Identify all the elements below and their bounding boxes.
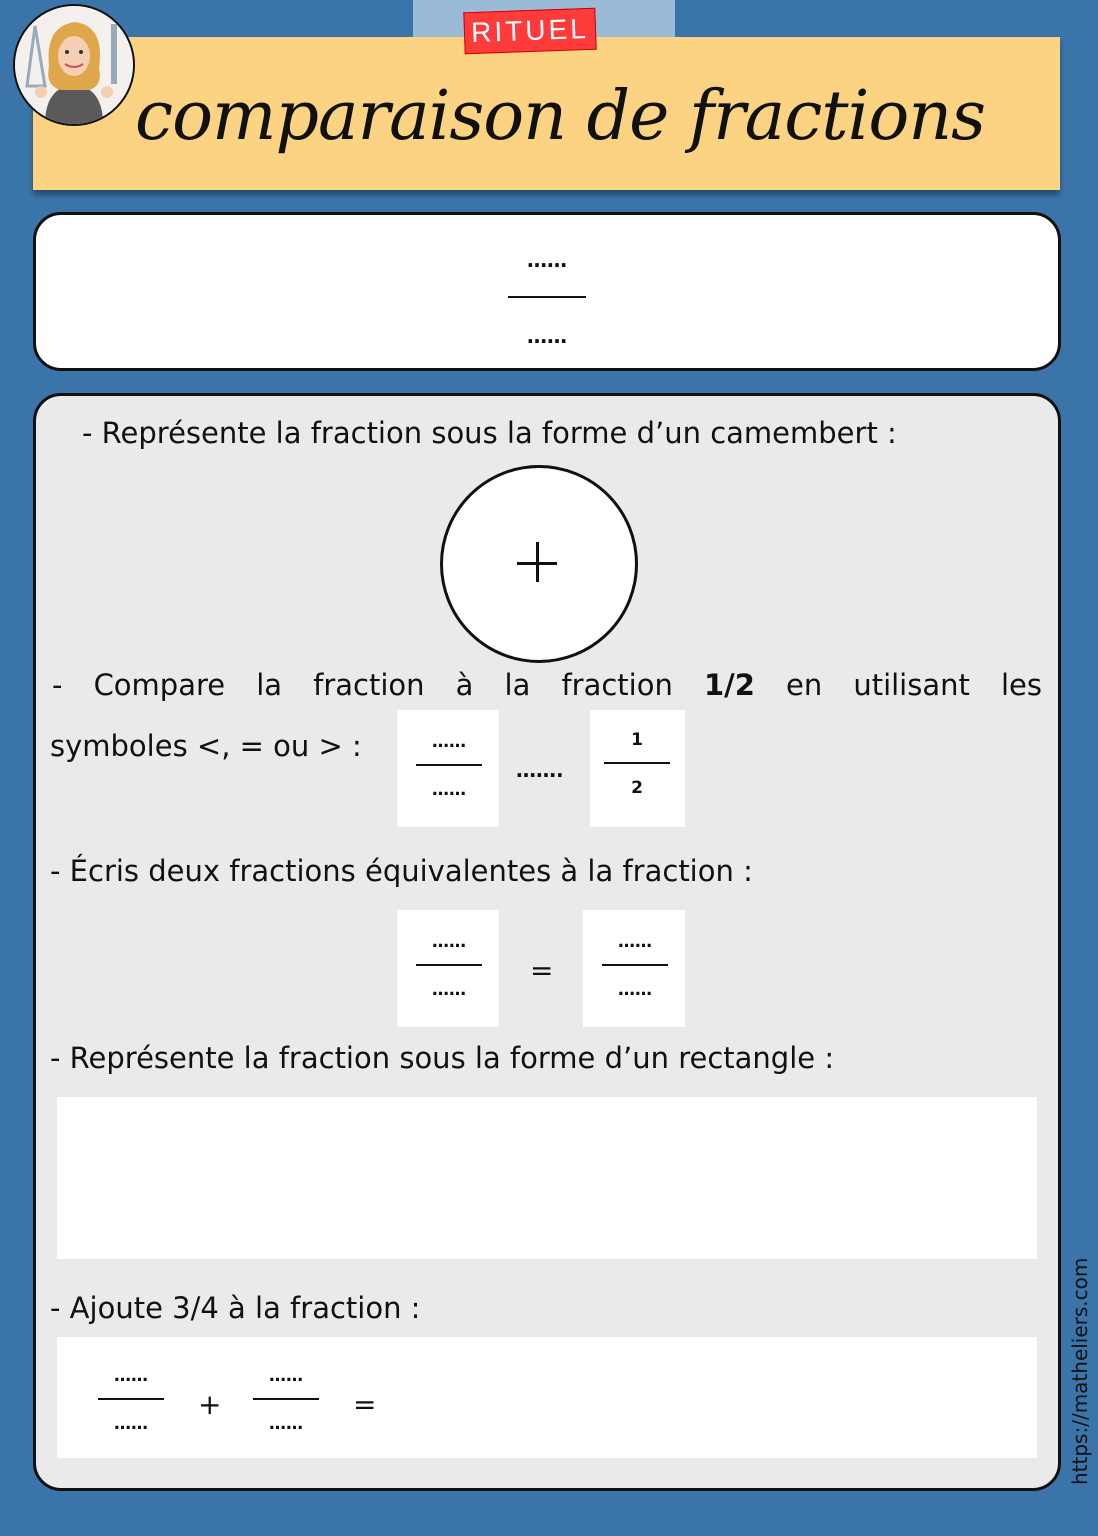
page-title: comparaison de fractions: [135, 77, 986, 156]
word: fraction: [313, 668, 425, 702]
fraction-denominator[interactable]: ……: [269, 1414, 303, 1434]
author-illustration-icon: [15, 6, 133, 124]
fraction-denominator[interactable]: ……: [618, 980, 652, 1000]
task-add-instruction: - Ajoute 3/4 à la fraction :: [50, 1291, 421, 1325]
fraction-numerator[interactable]: ……: [432, 732, 466, 752]
word: à: [455, 668, 474, 702]
rectangle-drawing-area[interactable]: [57, 1097, 1037, 1259]
fraction-denominator[interactable]: ……: [432, 780, 466, 800]
fraction-denominator: 2: [631, 778, 643, 798]
top-fraction-numerator[interactable]: ……: [527, 248, 567, 272]
word: Compare: [93, 668, 226, 702]
fraction-bar: [98, 1398, 164, 1400]
fraction-bar: [253, 1398, 319, 1400]
equivalent-right-fraction: [602, 930, 668, 1006]
addition-left-fraction: [98, 1364, 164, 1440]
fraction-bar: [416, 764, 482, 766]
equivalent-left-fraction: [416, 930, 482, 1006]
fraction-numerator: 1: [631, 730, 643, 750]
fraction-bar: [602, 964, 668, 966]
task-camembert-instruction: - Représente la fraction sous la forme d’un camembert :: [82, 416, 897, 450]
fraction-numerator[interactable]: ……: [618, 932, 652, 952]
plus-sign: +: [198, 1388, 222, 1421]
task-compare-instruction-line2: symboles <, = ou > :: [50, 729, 362, 763]
fraction-bar: [508, 296, 586, 298]
fraction-numerator[interactable]: ……: [114, 1366, 148, 1386]
word: la: [504, 668, 531, 702]
task-equivalent-instruction: - Écris deux fractions équivalentes à la fraction :: [50, 854, 753, 888]
top-fraction: [508, 245, 586, 355]
fraction-numerator[interactable]: ……: [432, 932, 466, 952]
word: en: [785, 668, 823, 702]
compare-left-fraction: [416, 730, 482, 806]
center-cross-icon-vertical: [536, 542, 539, 582]
equals-sign: =: [530, 954, 554, 987]
equals-sign: =: [353, 1388, 377, 1421]
word: la: [256, 668, 283, 702]
word: 1/2: [703, 668, 755, 702]
fraction-denominator[interactable]: ……: [432, 980, 466, 1000]
fraction-bar: [416, 964, 482, 966]
task-rectangle-instruction: - Représente la fraction sous la forme d’un rectangle :: [50, 1041, 835, 1075]
word: -: [52, 668, 63, 702]
compare-right-fraction: [604, 728, 670, 804]
fraction-numerator[interactable]: ……: [269, 1366, 303, 1386]
top-fraction-denominator[interactable]: ……: [527, 324, 567, 348]
addition-right-fraction: [253, 1364, 319, 1440]
fraction-denominator[interactable]: ……: [114, 1414, 148, 1434]
word: les: [1000, 668, 1042, 702]
site-url[interactable]: https://matheliers.com: [1068, 1257, 1092, 1485]
task-compare-instruction: [52, 668, 1042, 702]
author-avatar: [13, 4, 135, 126]
comparison-blank[interactable]: …….: [516, 758, 564, 782]
fraction-bar: [604, 762, 670, 764]
rituel-badge: RITUEL: [463, 8, 596, 55]
word: fraction: [561, 668, 673, 702]
word: utilisant: [853, 668, 970, 702]
